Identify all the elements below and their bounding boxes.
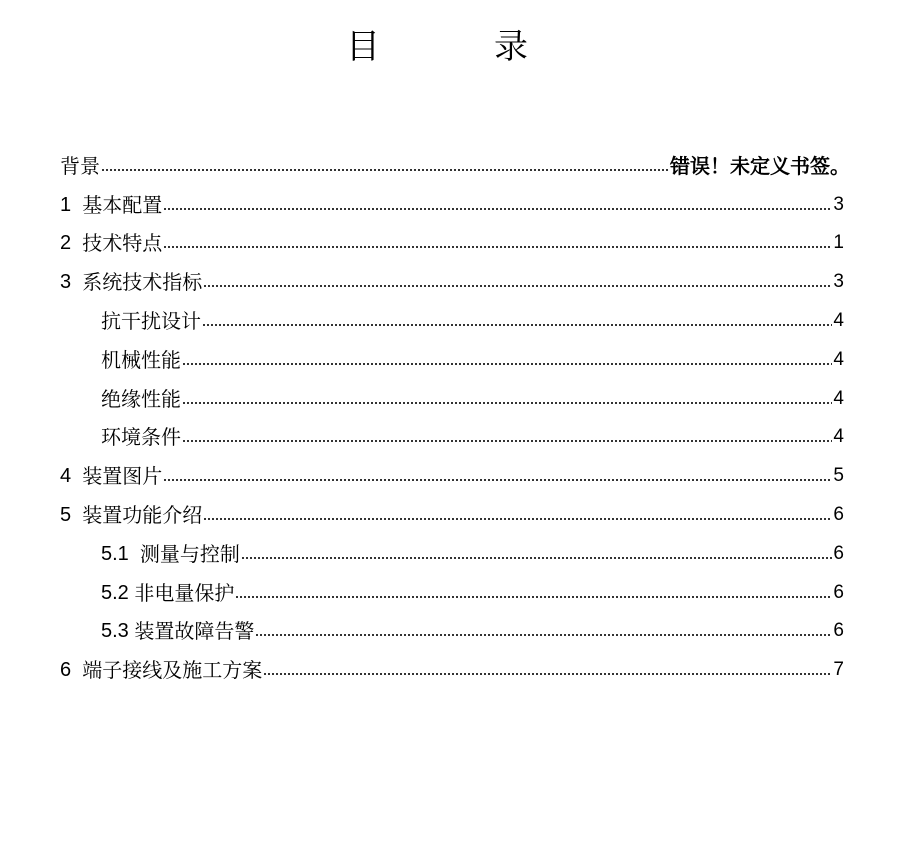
toc-entry-page: 1 — [833, 232, 844, 254]
toc-dot-leader — [241, 556, 833, 560]
toc-entry-page: 3 — [833, 271, 844, 293]
toc-entry-page: 6 — [833, 581, 844, 603]
toc-dot-leader — [163, 478, 832, 482]
toc-entry[interactable] — [60, 181, 844, 220]
toc-dot-leader — [182, 401, 832, 405]
toc-dot-leader — [255, 633, 832, 637]
toc-entry-label: 装置功能介绍 — [82, 502, 203, 527]
toc-dot-leader — [263, 672, 832, 676]
toc-subentry[interactable] — [60, 414, 844, 453]
toc-entry-error: 错误！未定义书签。 — [670, 153, 850, 178]
toc-dot-leader — [182, 439, 832, 443]
toc-entry[interactable] — [60, 258, 844, 297]
toc-entry[interactable] — [60, 220, 844, 259]
toc-entry-number: 1 — [60, 193, 83, 216]
toc-dot-leader — [163, 207, 832, 211]
toc-subentry[interactable] — [60, 336, 844, 375]
toc-entry-label: 抗干扰设计 — [101, 308, 201, 333]
toc-entry-label: 系统技术指标 — [82, 270, 203, 295]
toc-subentry[interactable] — [60, 297, 844, 336]
toc-subentry[interactable] — [60, 530, 844, 569]
toc-dot-leader — [163, 245, 832, 249]
toc-subentry[interactable] — [60, 569, 844, 608]
toc-entry-page: 5 — [833, 465, 844, 487]
toc-entry-page: 3 — [833, 193, 844, 215]
toc-list — [60, 142, 850, 685]
toc-subentry[interactable] — [60, 608, 844, 647]
toc-entry-label: 技术特点 — [82, 231, 163, 256]
toc-entry-number: 6 — [60, 659, 83, 682]
toc-entry-label: 基本配置 — [82, 192, 163, 217]
toc-entry-page: 4 — [833, 309, 844, 331]
toc-dot-leader — [101, 168, 669, 172]
toc-entry-page: 7 — [833, 659, 844, 681]
toc-entry-page: 4 — [833, 387, 844, 409]
toc-entry-number: 3 — [60, 271, 83, 294]
toc-subentry[interactable] — [60, 375, 844, 414]
toc-entry-page: 4 — [833, 348, 844, 370]
toc-dot-leader — [235, 595, 832, 599]
toc-entry-page: 6 — [833, 542, 844, 564]
toc-entry-page: 4 — [833, 426, 844, 448]
toc-entry-number: 2 — [60, 232, 83, 255]
toc-entry-label: 绝缘性能 — [101, 386, 181, 411]
toc-entry-label: 机械性能 — [101, 347, 181, 372]
toc-title: 目 录 — [346, 27, 568, 67]
toc-entry-label: 装置图片 — [82, 464, 163, 489]
toc-dot-leader — [202, 323, 832, 327]
toc-entry[interactable] — [60, 491, 844, 530]
toc-entry[interactable] — [60, 452, 844, 491]
toc-entry[interactable] — [60, 142, 850, 181]
toc-entry-label: 环境条件 — [101, 425, 181, 450]
toc-entry-number: 5.3 — [101, 620, 135, 643]
toc-dot-leader — [182, 362, 832, 366]
toc-entry-number: 4 — [60, 465, 83, 488]
toc-entry-label: 端子接线及施工方案 — [82, 658, 263, 683]
toc-entry[interactable] — [60, 646, 844, 685]
toc-entry-number: 5 — [60, 503, 83, 526]
toc-entry-page: 6 — [833, 503, 844, 525]
toc-entry-number: 5.1 — [101, 542, 140, 565]
toc-entry-label: 装置故障告警 — [134, 619, 255, 644]
toc-dot-leader — [203, 284, 832, 288]
toc-entry-page: 6 — [833, 620, 844, 642]
toc-entry-label: 背景 — [60, 153, 100, 178]
toc-dot-leader — [203, 517, 832, 521]
toc-entry-label: 测量与控制 — [139, 541, 240, 566]
toc-entry-label: 非电量保护 — [134, 580, 235, 605]
toc-entry-number: 5.2 — [101, 581, 135, 604]
